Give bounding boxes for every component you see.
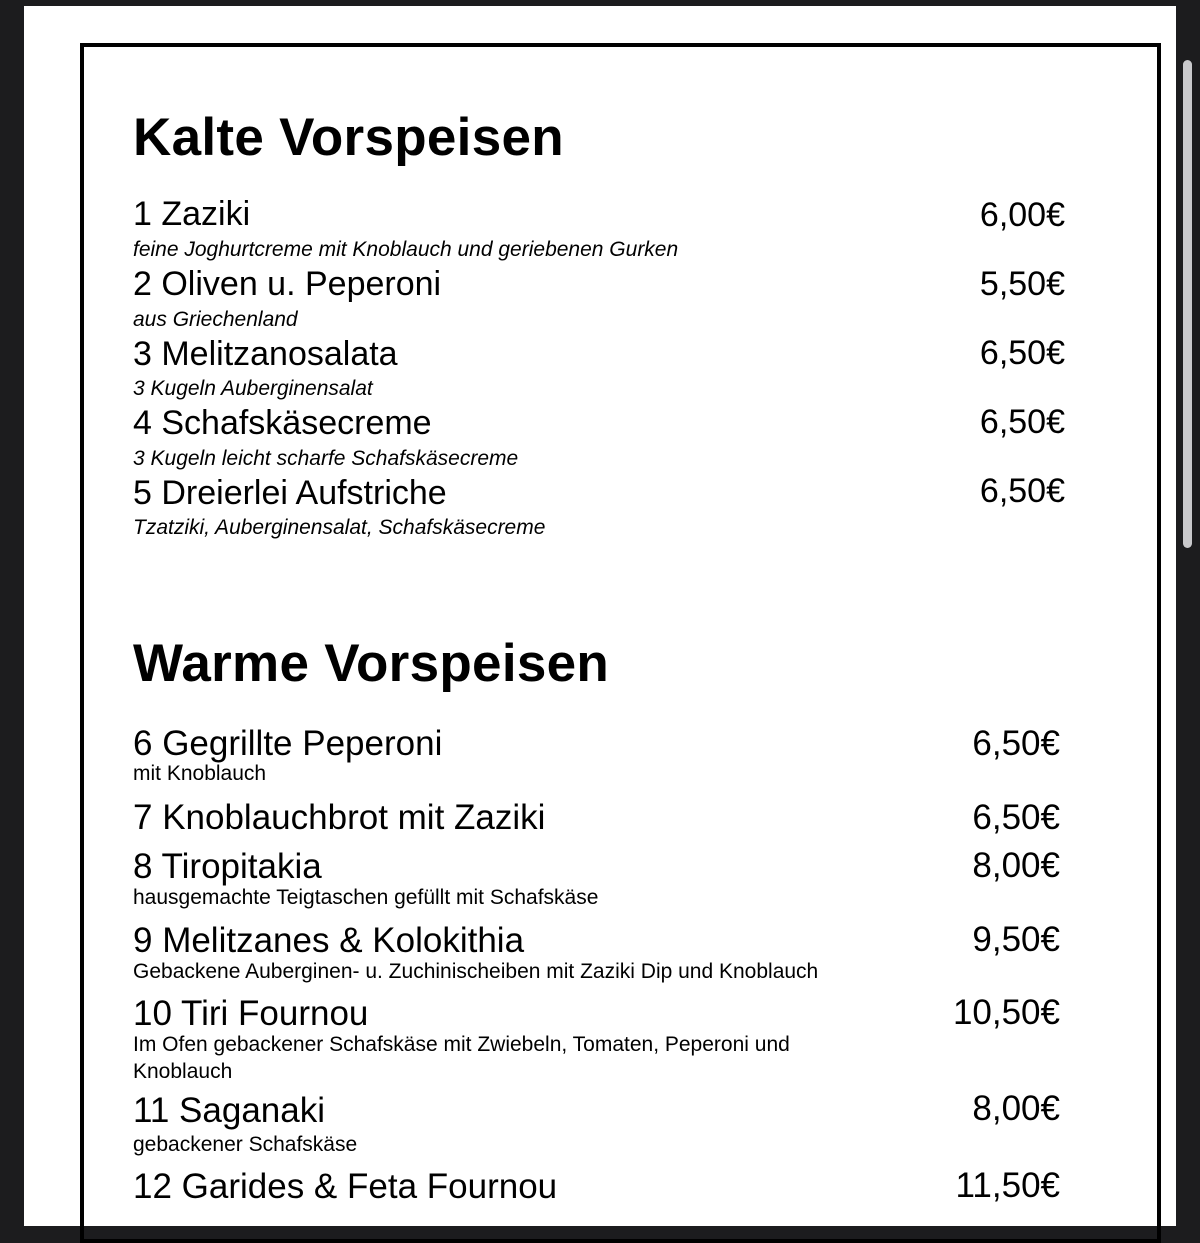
- menu-item-price: 6,50€: [979, 403, 1065, 441]
- menu-item-price: 8,00€: [972, 846, 1060, 885]
- menu-item-name: 3 Melitzanosalata: [133, 335, 398, 373]
- menu-item-price: 9,50€: [972, 920, 1060, 959]
- menu-item-name: 4 Schafskäsecreme: [133, 404, 432, 442]
- menu-item-price: 6,50€: [979, 472, 1065, 510]
- menu-item-name: 12 Garides & Feta Fournou: [133, 1167, 558, 1206]
- menu-item-description: hausgemachte Teigtaschen gefüllt mit Schafskäse: [133, 886, 599, 909]
- menu-item-name: 8 Tiropitakia: [133, 847, 322, 886]
- section-title-warme-vorspeisen: Warme Vorspeisen: [133, 634, 610, 693]
- menu-item-name: 2 Oliven u. Peperoni: [133, 265, 442, 303]
- menu-item-description: mit Knoblauch: [133, 762, 267, 785]
- section-title-kalte-vorspeisen: Kalte Vorspeisen: [133, 108, 564, 167]
- menu-item-name: 9 Melitzanes & Kolokithia: [133, 921, 525, 960]
- menu-item-description: aus Griechenland: [133, 308, 298, 331]
- menu-item-name: 6 Gegrillte Peperoni: [133, 724, 443, 763]
- menu-item-price: 8,00€: [972, 1089, 1060, 1128]
- menu-item-price: 6,50€: [972, 798, 1060, 837]
- menu-item-description: 3 Kugeln Auberginensalat: [133, 377, 373, 400]
- menu-item-name: 5 Dreierlei Aufstriche: [133, 474, 447, 512]
- menu-item-price: 11,50€: [955, 1166, 1060, 1205]
- scrollbar-thumb[interactable]: [1183, 60, 1192, 548]
- menu-item-price: 5,50€: [979, 265, 1065, 303]
- menu-item-description: Im Ofen gebackener Schafskäse mit Zwiebeln, Tomaten, Peperoni und Knoblauch: [133, 1033, 790, 1083]
- menu-item-description: gebackener Schafskäse: [133, 1133, 358, 1156]
- menu-item-name: 11 Saganaki: [133, 1091, 326, 1130]
- menu-item-description: Gebackene Auberginen- u. Zuchinischeiben mit Zaziki Dip und Knoblauch: [133, 960, 819, 983]
- menu-item-description: feine Joghurtcreme mit Knoblauch und geriebenen Gurken: [133, 238, 679, 261]
- menu-item-price: 6,50€: [979, 334, 1065, 372]
- menu-item-name: 7 Knoblauchbrot mit Zaziki: [133, 798, 546, 837]
- menu-item-price: 6,00€: [979, 196, 1065, 234]
- menu-item-name: 10 Tiri Fournou: [133, 994, 369, 1033]
- menu-item-description: Tzatziki, Auberginensalat, Schafskäsecreme: [133, 516, 546, 539]
- menu-item-name: 1 Zaziki: [133, 195, 251, 233]
- menu-item-price: 6,50€: [972, 724, 1060, 763]
- menu-item-price: 10,50€: [952, 993, 1060, 1032]
- menu-item-description: 3 Kugeln leicht scharfe Schafskäsecreme: [133, 447, 519, 470]
